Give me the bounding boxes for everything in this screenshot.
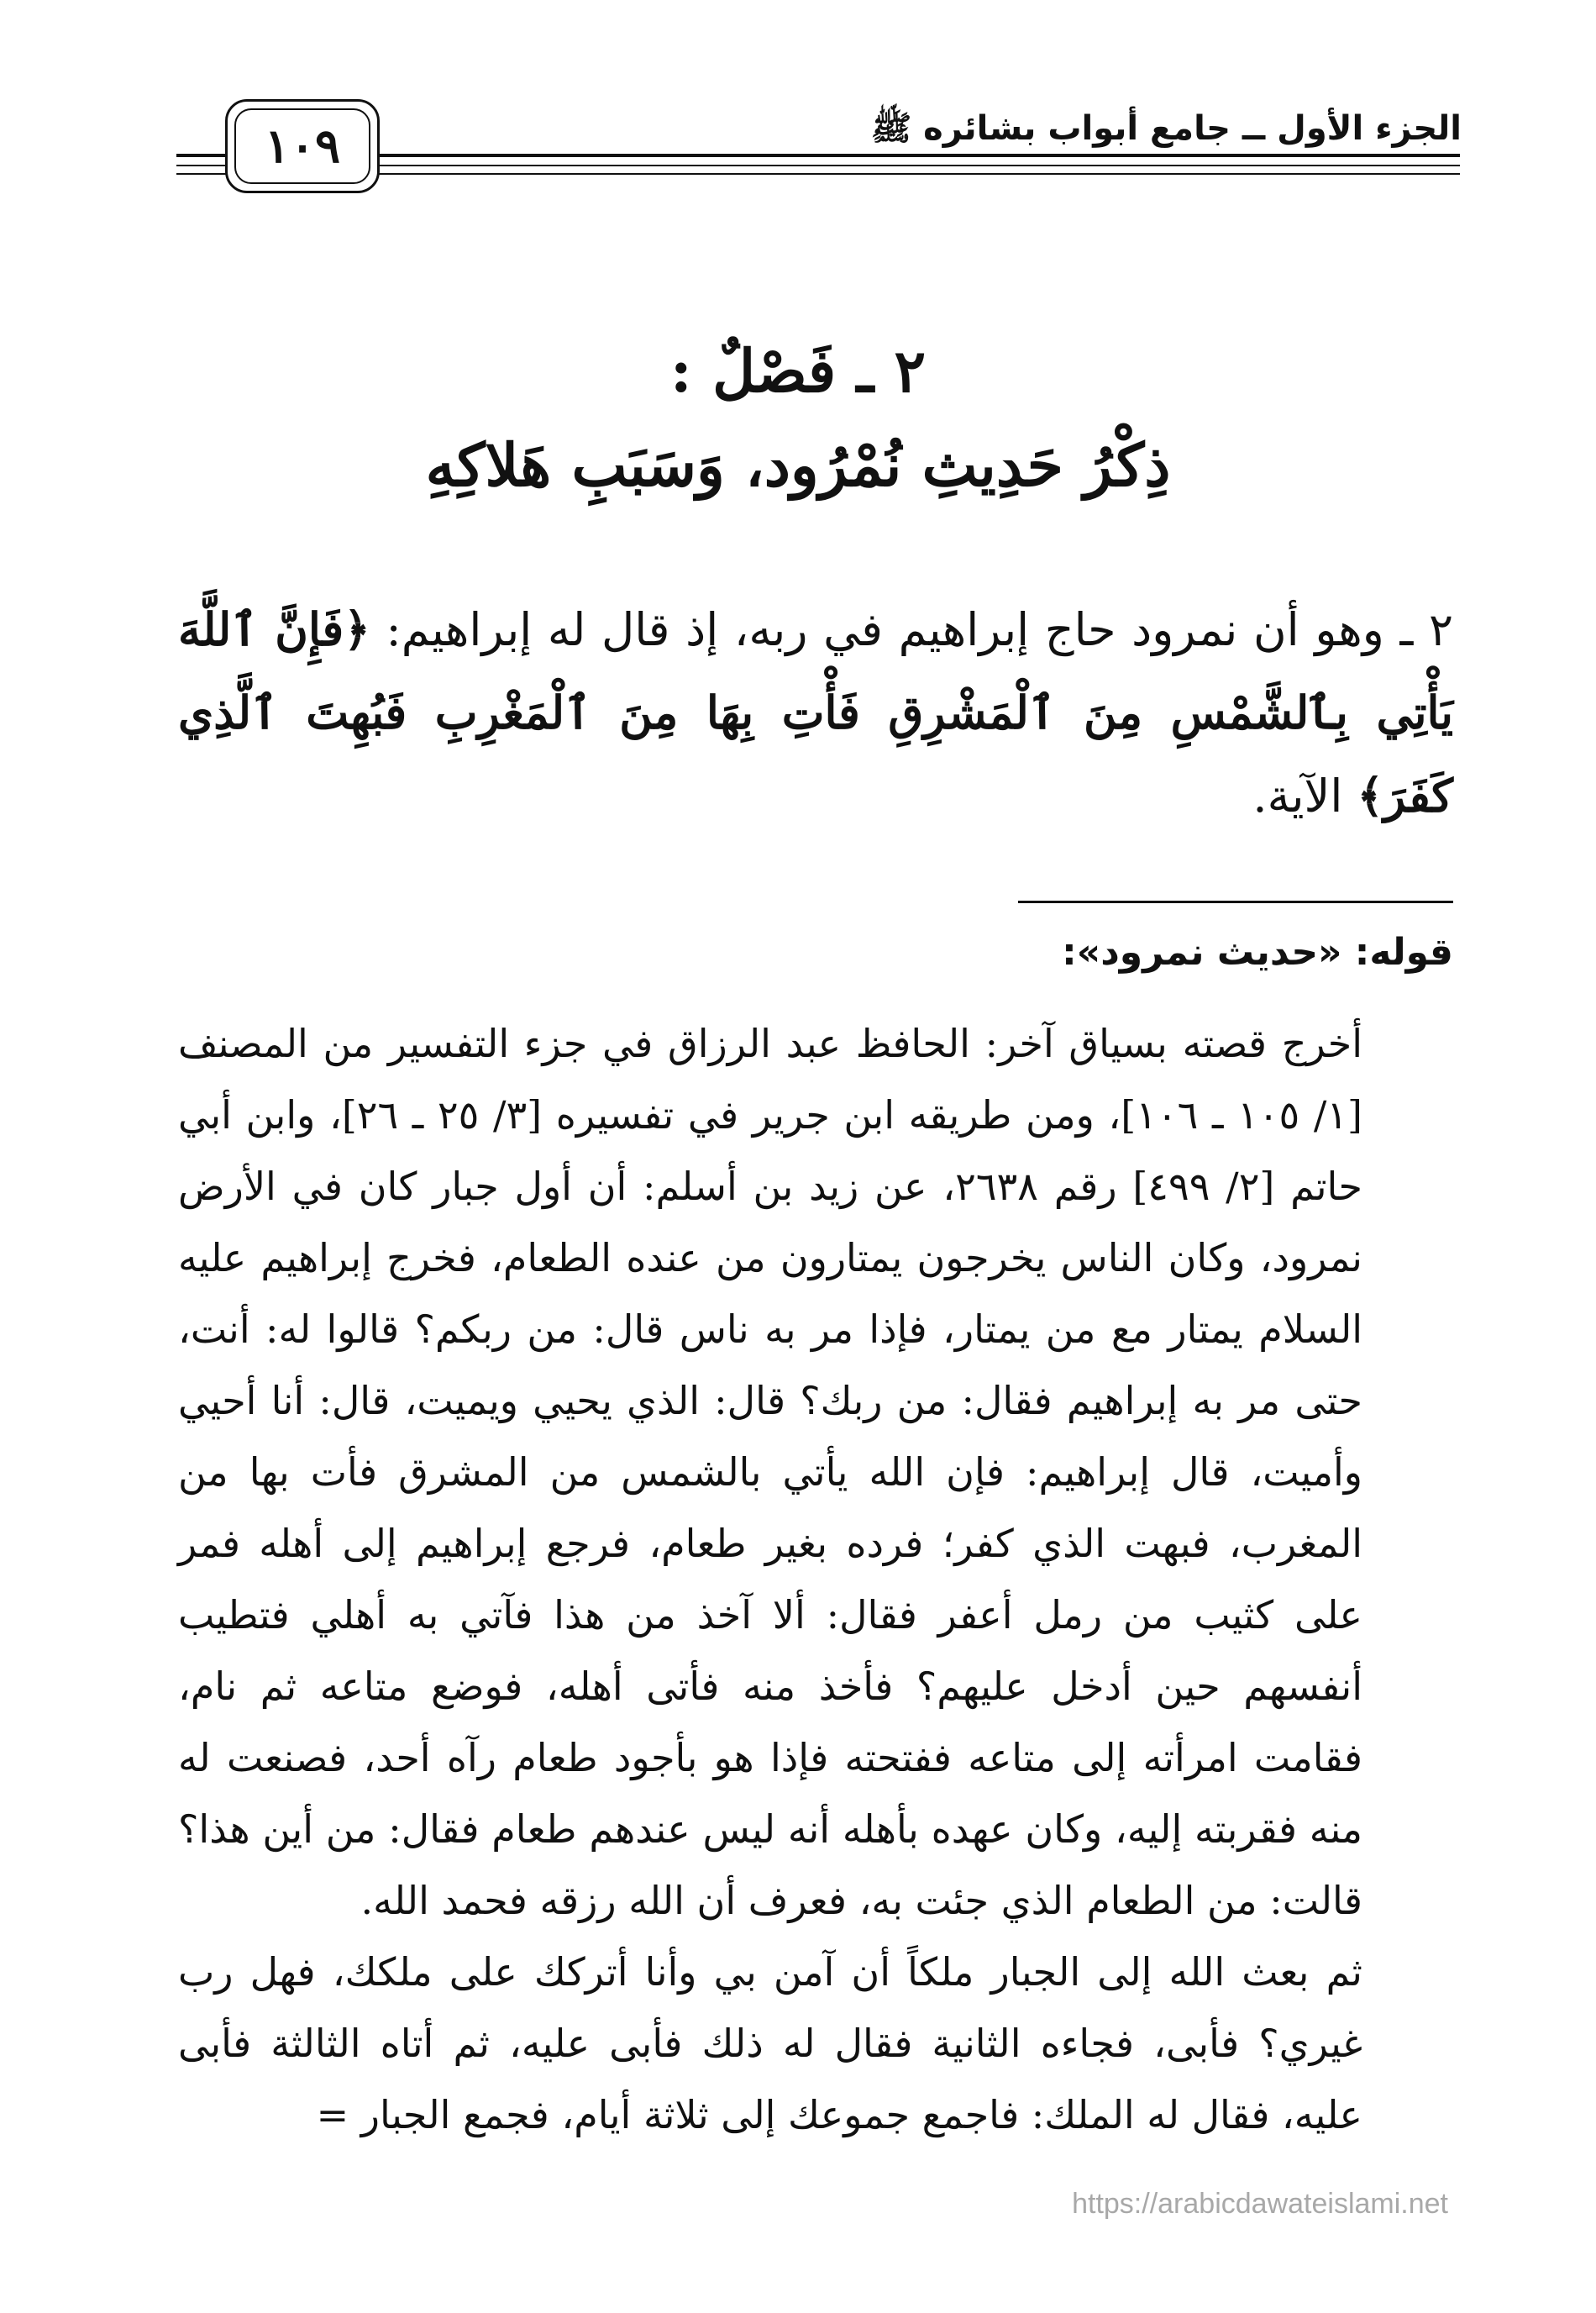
section-title: ذِكْرُ حَدِيثِ نُمْرُود، وَسَبَبِ هَلاكِهِ: [425, 430, 1171, 500]
footnote-heading: قوله: «حديث نمرود»:: [1062, 931, 1453, 974]
watermark-url: https://arabicdawateislami.net: [1072, 2188, 1448, 2220]
page-number-frame: [225, 99, 380, 193]
commentary-paragraph: ثم بعث الله إلى الجبار ملكاً أن آمن بي وأنا أتركك على ملكك، فهل رب غيري؟ فأبى، فجاءه الثانية فقال له ذلك فأبى عليه، ثم أتاه الثالثة فأبى عليه، فقال له الملك: فاجمع جموعك إلى ثلاثة أيام، فجمع الجبار =: [178, 1949, 1362, 2137]
main-text: [178, 588, 1453, 838]
verse-tail: الآية.: [1252, 770, 1343, 823]
section-number: ٢ ـ فَصْلٌ :: [669, 336, 927, 406]
commentary-paragraph: أخرج قصته بسياق آخر: الحافظ عبد الرزاق في جزء التفسير من المصنف [١/ ١٠٥ ـ ١٠٦]، ومن طريقه ابن جرير في تفسيره [٣/ ٢٥ ـ ٢٦]، وابن أبي حاتم [٢/ ٤٩٩] رقم ٢٦٣٨، عن زيد بن أسلم: أن أول جبار كان في الأرض نمرود، وكان الناس يخرجون يمتارون من عنده الطعام، فخرج إبراهيم عليه السلام يمتار مع من يمتار، فإذا مر به ناس قال: من ربكم؟ قالوا له: أنت، حتى مر به إبراهيم فقال: من ربك؟ قال: الذي يحيي ويميت، قال: أنا أحيي وأميت، قال إبراهيم: فإن الله يأتي بالشمس من المشرق فأت بها من المغرب، فبهت الذي كفر؛ فرده بغير طعام، فرجع إبراهيم إلى أهله فمر على كثيب من رمل أعفر فقال: ألا آخذ من هذا فآتي به أهلي فتطيب أنفسهم حين أدخل عليهم؟ فأخذ منه فأتى أهله، فوضع متاعه ثم نام، فقامت امرأته إلى متاعه ففتحته فإذا هو بأجود طعام رآه أحد، فصنعت له منه فقربته إليه، وكان عهده بأهله أنه ليس عندهم طعام فقال: من أين هذا؟ قالت: من الطعام الذي جئت به، فعرف أن الله رزقه فحمد الله.: [178, 1021, 1362, 1923]
main-intro: ٢ ـ وهو أن نمرود حاج إبراهيم في ربه، إذ قال له إبراهيم:: [386, 603, 1453, 656]
quran-verse: ﴿فَإِنَّ ٱللَّهَ يَأْتِي بِٱلشَّمْسِ مِنَ ٱلْمَشْرِقِ فَأْتِ بِهَا مِنَ ٱلْمَغْرِبِ فَبُهِتَ ٱلَّذِي كَفَرَ﴾: [178, 602, 1453, 823]
commentary: [178, 1008, 1362, 2151]
footnote-separator: [1018, 901, 1453, 903]
page-number: ١٠٩: [234, 108, 370, 184]
running-title: الجزء الأول ــ جامع أبواب بشائره ﷺ: [870, 109, 1462, 148]
